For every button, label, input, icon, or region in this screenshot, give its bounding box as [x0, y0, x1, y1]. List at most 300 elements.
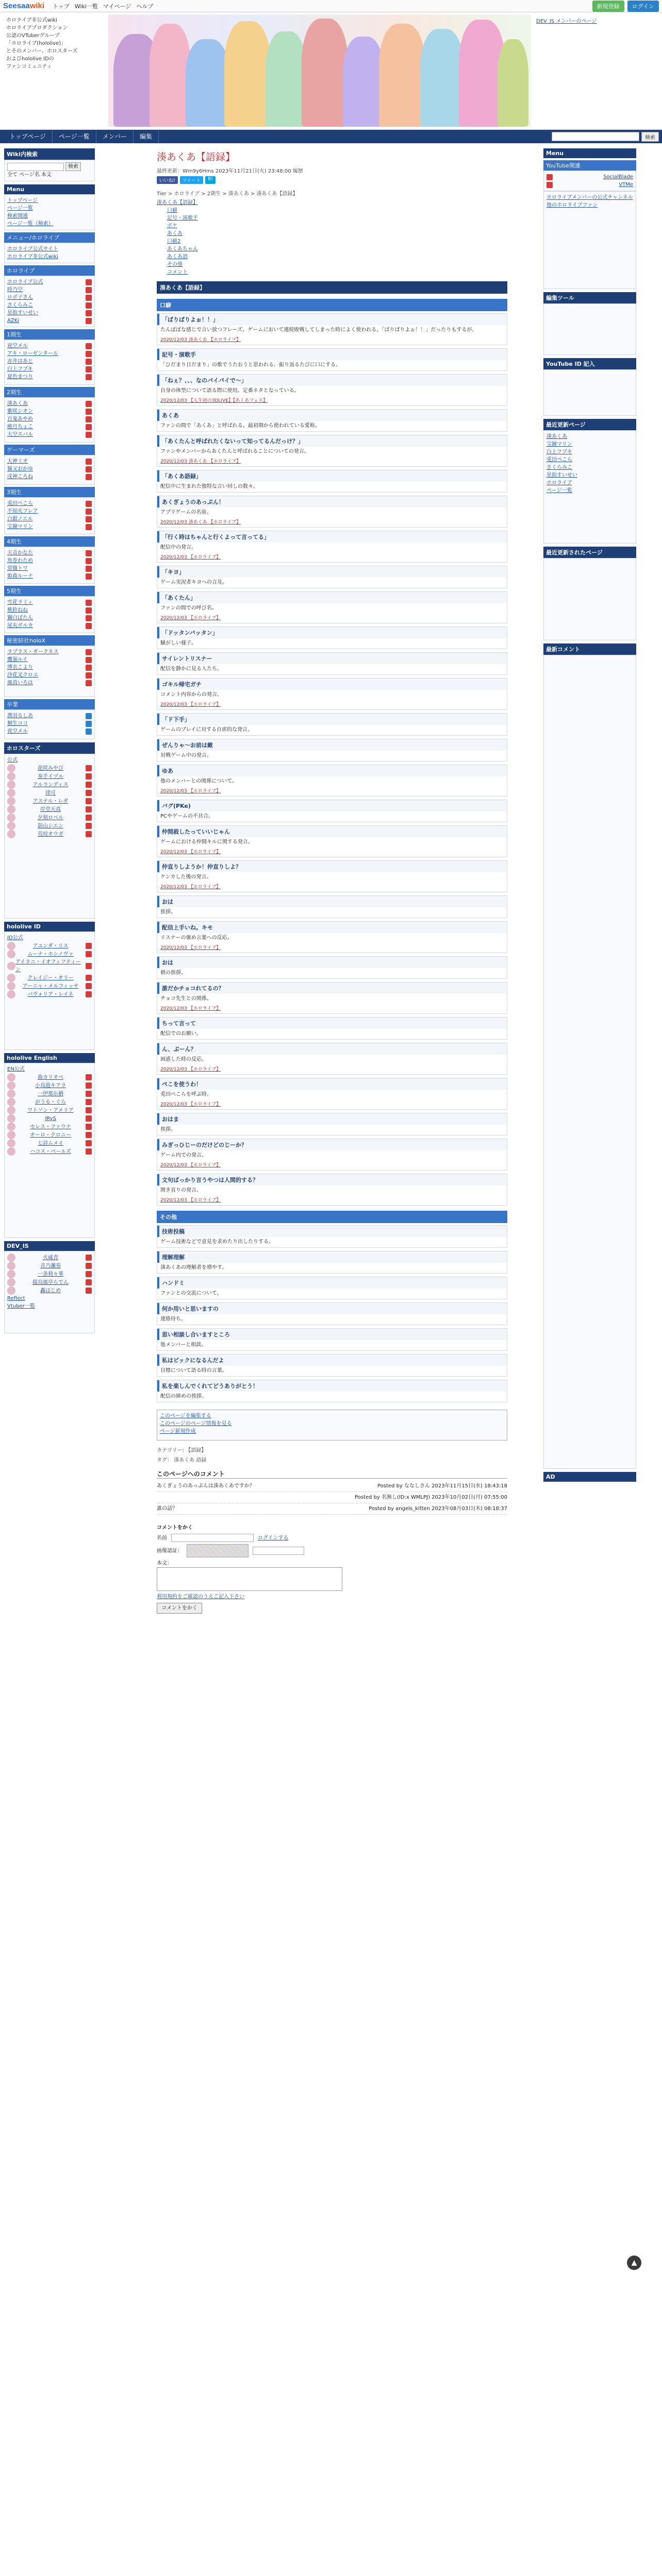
member-link[interactable]: ハコス・ベールズ [30, 1148, 71, 1155]
quote-title: 「ねぇ？、、、なのパイパイで〜」 [157, 375, 507, 386]
youtube-icon[interactable] [86, 524, 92, 530]
youtube-icon[interactable] [86, 713, 92, 719]
comment-submit-button[interactable]: コメントをかく [157, 1603, 202, 1614]
member-link[interactable]: 花咲みやび [38, 765, 63, 771]
login-link[interactable]: ログインする [258, 1535, 289, 1541]
ranking-box [543, 558, 636, 640]
other-title: 私はビックになるんだよ [157, 1354, 507, 1366]
member-link[interactable]: IRyS [45, 1115, 56, 1122]
youtube-icon[interactable] [86, 366, 92, 372]
quote-body: チョコ先生との関係。 [160, 996, 212, 1002]
member-link[interactable]: アーニャ・メルフィッサ [22, 983, 79, 989]
youtube-icon[interactable] [86, 790, 92, 796]
member-link[interactable]: ラプラス・ダークネス [7, 649, 59, 655]
yt-box [543, 171, 636, 191]
member-link[interactable]: 百鬼あやめ [7, 416, 33, 422]
other-title: 技術投稿 [157, 1226, 507, 1237]
youtube-icon[interactable] [86, 815, 92, 821]
name-input[interactable] [171, 1534, 254, 1542]
youtube-icon[interactable] [86, 351, 92, 357]
youtube-icon[interactable] [86, 773, 92, 779]
pickup-link[interactable]: 他のホロライブファン [547, 202, 598, 208]
youtube-icon[interactable] [86, 409, 92, 415]
youtube-icon[interactable] [86, 550, 92, 556]
youtube-icon[interactable] [86, 765, 92, 771]
hololive-id-heading: hololive ID [4, 922, 95, 931]
source-link[interactable]: 2020/12/03 湊あくあ 【ホロライブ】 [160, 459, 241, 464]
quote-title: ぜんりゃ～お前は敵 [157, 739, 507, 751]
avatar [7, 962, 15, 970]
topbar-link-help[interactable]: ヘルプ [136, 3, 154, 10]
member-link[interactable]: がうる・ぐら [35, 1099, 66, 1105]
member-link[interactable]: 獅白ぼたん [7, 615, 33, 621]
hatena-bookmark-button[interactable]: B! [205, 176, 216, 184]
nav-edit[interactable]: 編集 [134, 130, 159, 143]
terms-link[interactable]: 利用規約をご確認のうえご記入下さい [157, 1594, 244, 1600]
member-link[interactable]: 白銀ノエル [7, 516, 33, 522]
youtube-icon[interactable] [86, 474, 92, 480]
other-title: 私を楽しんでくれてどうありがとう！ [157, 1380, 507, 1392]
quote-block [157, 1078, 507, 1110]
avatar [7, 1073, 15, 1081]
toc-link[interactable]: あくあちゃん [167, 246, 198, 252]
member-link[interactable]: ID公式 [7, 935, 23, 941]
quote-title: おは [157, 957, 507, 968]
youtube-icon[interactable] [86, 1124, 92, 1130]
menu2-link-0[interactable]: ホロライブ公式サイト [7, 246, 58, 252]
youtube-icon[interactable] [86, 943, 92, 949]
member-link[interactable]: パヴォリア・レイネ [27, 991, 74, 997]
toc-link[interactable]: その他 [167, 262, 183, 267]
quote-source [157, 787, 507, 796]
source-link[interactable]: 2020/12/03 【ホロライブ】 [160, 1006, 221, 1011]
youtube-icon[interactable] [86, 607, 92, 614]
captcha-label: 画像認証： [157, 1548, 183, 1554]
member-link[interactable]: 潤羽るしあ [7, 713, 33, 719]
topbar-link-top[interactable]: トップ [53, 3, 70, 10]
avatar [7, 1278, 15, 1286]
quote-block [157, 1174, 507, 1206]
youtube-icon[interactable] [86, 573, 92, 580]
yt-link[interactable]: VTMe [619, 182, 633, 188]
youtube-icon[interactable] [86, 721, 92, 727]
seesaa-wiki-logo[interactable]: Seesaawiki [3, 2, 45, 10]
member-link[interactable]: 沙花叉クロヱ [7, 672, 38, 678]
member-link[interactable]: アユンダ・リス [32, 943, 69, 949]
other-block [157, 1328, 507, 1351]
source-link[interactable]: 2020/12/03 【ホロライブ】 [160, 1198, 221, 1203]
quote-block [157, 496, 507, 528]
member-link[interactable]: 夜空メル [7, 728, 28, 734]
avatar [7, 1262, 15, 1270]
quote-source [157, 457, 507, 466]
youtube-icon[interactable] [86, 302, 92, 309]
gen4-box [4, 547, 95, 584]
quote-body: ケンカした後の発言。 [160, 874, 212, 880]
youtube-icon[interactable] [86, 1132, 92, 1138]
member-link[interactable]: オーロ・クロニー [30, 1132, 71, 1138]
youtube-icon[interactable] [86, 416, 92, 422]
member-link[interactable]: 一伊那尓栖 [38, 1091, 63, 1097]
comment-form [157, 1524, 507, 1614]
new-page-link[interactable]: ページ新規作成 [160, 1429, 196, 1434]
youtube-icon[interactable] [86, 509, 92, 515]
update-link[interactable]: ページ一覧 [547, 488, 572, 494]
avatar [7, 1106, 15, 1114]
youtube-icon[interactable] [86, 680, 92, 686]
topbar-link-wiki-list[interactable]: Wiki一覧 [74, 3, 98, 10]
youtube-icon[interactable] [86, 1263, 92, 1269]
member-link[interactable]: 角巻わため [7, 558, 33, 564]
quote-body: PCやゲームの不具合。 [160, 814, 214, 819]
member-link[interactable]: 小鳥遊キアラ [35, 1082, 66, 1089]
youtube-icon[interactable] [86, 1271, 92, 1277]
quote-title: 「キヨ」 [157, 566, 507, 578]
youtube-icon[interactable] [86, 1255, 92, 1261]
member-link[interactable]: 紫咲シオン [7, 409, 33, 414]
page-info-link[interactable]: このページのページ情報を見る [160, 1421, 232, 1427]
youtube-icon[interactable] [86, 806, 92, 812]
youtube-icon[interactable] [86, 823, 92, 829]
youtube-icon[interactable] [86, 963, 92, 969]
nav-members[interactable]: メンバー [96, 130, 134, 143]
youtube-icon[interactable] [86, 432, 92, 438]
menu-heading: Menu [4, 184, 95, 194]
member-link[interactable]: 荒咬オウガ [38, 831, 63, 837]
toc-link[interactable]: 記号・演歌手 [167, 215, 198, 221]
breadcrumb[interactable]: Tier > ホロライブ > 2期生 > 湊あくあ > 湊あくあ【語録】 [157, 191, 298, 197]
quote-block [157, 409, 507, 432]
member-link[interactable]: 一条莉々華 [38, 1271, 63, 1277]
member-link[interactable]: 火威青 [43, 1255, 58, 1261]
member-link[interactable]: 音乃瀬奏 [40, 1263, 61, 1269]
dev-is-member-link[interactable]: DEV_IS メンバーのページ [536, 19, 597, 24]
update-link[interactable]: 湊あくあ [547, 434, 567, 439]
member-link[interactable]: 雪花ラミィ [7, 600, 33, 605]
quote-title: 「あくたんと呼ばれたくないって知ってるんだっけ？」 [157, 435, 507, 447]
update-link[interactable]: 宝鐘マリン [547, 442, 572, 447]
member-link[interactable]: アルランディス [32, 782, 69, 788]
login-button[interactable]: ログイン [627, 1, 659, 12]
quote-block [157, 435, 507, 467]
quote-title: おは [157, 896, 507, 907]
update-link[interactable]: さくらみこ [547, 465, 572, 470]
youtube-icon[interactable] [86, 975, 92, 981]
source-link[interactable]: 2020/12/03 【人生初の3DLIVE】【あくあフェス】 [160, 398, 268, 403]
nav-search-input[interactable] [552, 132, 639, 141]
avatar [7, 1253, 15, 1262]
youtube-icon[interactable] [86, 672, 92, 679]
member-link[interactable]: 夕刻ロベル [38, 815, 63, 821]
source-link[interactable]: 2020/12/03 【ホロライブ】 [160, 850, 221, 855]
youtube-icon[interactable] [86, 1107, 92, 1113]
member-link[interactable]: 夜空メル [7, 343, 28, 349]
pickup-box [543, 191, 636, 289]
youtube-icon[interactable] [86, 991, 92, 997]
member-link[interactable]: 宝鐘マリン [7, 524, 33, 530]
ad-heading: AD [543, 1472, 636, 1482]
nav-search-button[interactable]: 検索 [641, 132, 659, 142]
captcha-input[interactable] [253, 1547, 304, 1555]
other-link[interactable]: Vtuber一覧 [7, 1303, 35, 1309]
quote-body: 開き直りの発言。 [160, 1188, 202, 1193]
nav-top-page[interactable]: トップページ [3, 130, 53, 143]
signup-button[interactable]: 新規登録 [592, 1, 624, 12]
member-link[interactable]: 森カリオペ [38, 1074, 63, 1080]
search-opt-title[interactable]: ページ名 [19, 172, 40, 178]
avatar [7, 1139, 15, 1147]
quote-title: ん、ぶーん？ [157, 1043, 507, 1055]
quote-block [157, 1139, 507, 1171]
nav-page-list[interactable]: ページ一覧 [53, 130, 96, 143]
hololive-en-box [4, 1063, 95, 1238]
youtube-icon[interactable] [86, 516, 92, 522]
member-link[interactable]: 時乃空 [7, 287, 23, 293]
youtube-icon[interactable] [86, 1148, 92, 1155]
youtube-icon[interactable] [86, 1279, 92, 1285]
member-link[interactable]: 風真いろは [7, 680, 33, 686]
other-link[interactable]: Reflect [7, 1296, 25, 1301]
quote-source [157, 1161, 507, 1170]
quote-block [157, 956, 507, 979]
member-link[interactable]: 鷹嶺ルイ [7, 657, 28, 663]
youtube-icon[interactable] [86, 501, 92, 507]
youtube-icon[interactable] [86, 600, 92, 606]
youtube-icon[interactable] [86, 279, 92, 285]
member-link[interactable]: ムーナ・ホシノヴァ [27, 951, 74, 957]
member-link[interactable]: 赤井はあと [7, 359, 33, 364]
source-link[interactable]: 2020/12/03 湊あくあ 【ホロライブ】 [160, 520, 241, 525]
youtube-icon[interactable] [86, 1074, 92, 1080]
quote-source [157, 848, 507, 857]
youtube-icon[interactable] [86, 374, 92, 380]
avatar [7, 1114, 15, 1123]
member-link[interactable]: 戌神ころね [7, 474, 33, 480]
youtube-icon[interactable] [86, 623, 92, 629]
facebook-like-button[interactable]: いいね! [157, 176, 178, 184]
update-link[interactable]: 白上フブキ [547, 449, 572, 455]
other-block [157, 1277, 507, 1299]
yt-link[interactable]: SocialBlade [603, 174, 633, 180]
youtube-icon[interactable] [86, 1287, 92, 1294]
topbar-link-mypage[interactable]: マイページ [103, 3, 131, 10]
youtube-icon[interactable] [86, 558, 92, 564]
edit-page-link[interactable]: このページを編集する [160, 1413, 211, 1419]
quote-block [157, 1017, 507, 1040]
member-link[interactable]: 桐生ココ [7, 721, 28, 726]
quote-block [157, 982, 507, 1014]
header-collage-image [108, 14, 531, 127]
member-link[interactable]: 癒月ちょこ [7, 424, 33, 430]
source-link[interactable]: 2020/12/03 【ホロライブ】 [160, 555, 221, 560]
quote-title: 「ドッタンバッタン」 [157, 627, 507, 638]
member-link[interactable]: 奏手イヅル [38, 773, 63, 779]
toc-link[interactable]: あくあ [167, 231, 183, 236]
youtube-icon[interactable] [86, 951, 92, 957]
youtube-icon[interactable] [86, 782, 92, 788]
youtube-icon[interactable] [86, 466, 92, 472]
member-link[interactable]: 尾丸ポルカ [7, 623, 33, 629]
member-link[interactable]: アイラニ・イオフィフティーン [15, 959, 81, 973]
member-link[interactable]: EN公式 [7, 1066, 25, 1072]
source-link[interactable]: 2020/12/03 【ホロライブ】 [160, 1067, 221, 1072]
toc-link[interactable]: 湊あくあ【語録】 [157, 200, 198, 206]
gen2-box [4, 397, 95, 443]
update-link[interactable]: ホロライブ [547, 480, 572, 486]
quote-body: ファンの間で「あくあ」と呼ばれる。最初期から使われている愛称。 [160, 423, 320, 429]
quote-block [157, 591, 507, 623]
member-link[interactable]: アキ・ローゼンタール [7, 351, 58, 357]
member-link[interactable]: クレイジー・オリー [27, 975, 74, 981]
member-link[interactable]: 七詩ムメイ [38, 1140, 63, 1146]
quote-body: 他のメンバーとの関係について。 [160, 778, 237, 784]
quote-body: 配信でのお願い。 [160, 1031, 202, 1037]
member-link[interactable]: ロボ子さん [7, 295, 33, 300]
youtube-icon[interactable] [86, 1115, 92, 1122]
toc-link[interactable]: コメント [167, 269, 188, 275]
member-link[interactable]: 姫森ルーナ [7, 573, 33, 579]
category-line: カテゴリー: 【語録】 [157, 1448, 207, 1453]
quote-block [157, 652, 507, 675]
menu2-heading: メニュー/ホロライブ [4, 232, 95, 243]
toc-link[interactable]: あくあ語 [167, 254, 188, 260]
toc-link[interactable]: ボケ [167, 223, 177, 229]
youtube-icon[interactable] [86, 798, 92, 804]
member-link[interactable]: さくらみこ [7, 302, 33, 308]
youtube-icon[interactable] [86, 657, 92, 663]
pickup-link[interactable]: ホロライブメンバーの公式チャンネル [547, 195, 633, 200]
member-link[interactable]: 天音かなた [7, 550, 33, 556]
youtube-icon[interactable] [86, 1082, 92, 1089]
quote-body: リスナーの褒め言葉への反応。 [160, 935, 233, 941]
youtube-icon[interactable] [86, 615, 92, 621]
youtube-icon[interactable] [86, 1140, 92, 1146]
youtube-icon[interactable] [86, 343, 92, 349]
menu-link-0[interactable]: トップページ [7, 198, 38, 204]
member-link[interactable]: 湊あくあ [7, 401, 28, 406]
source-link[interactable]: 2020/12/03 【ホロライブ】 [160, 702, 221, 707]
member-link[interactable]: 大神ミオ [7, 459, 28, 464]
source-link[interactable]: 2020/12/03 【ホロライブ】 [160, 1102, 221, 1107]
toc-link[interactable]: 口癖 [167, 208, 177, 213]
member-link[interactable]: 博衣こより [7, 665, 33, 670]
update-link[interactable]: 兎田ぺこら [547, 457, 572, 463]
table-of-contents [157, 199, 507, 276]
holox-heading: 秘密結社holoX [4, 635, 95, 646]
member-link[interactable]: 常闇トワ [7, 566, 28, 571]
wiki-search-button[interactable]: 検索 [65, 162, 81, 171]
youtube-icon[interactable] [86, 318, 92, 324]
source-link[interactable]: 2020/12/03 湊あくあ 【ホロライブ】 [160, 337, 241, 343]
other-block [157, 1302, 507, 1325]
other-body: 目標について語る時の言葉。 [160, 1368, 227, 1374]
youtube-icon[interactable] [86, 983, 92, 989]
youtube-icon[interactable] [86, 424, 92, 430]
member-link[interactable]: ワトソン・アメリア [27, 1107, 74, 1113]
youtube-icon[interactable] [86, 287, 92, 293]
menu-link-2[interactable]: 検索関連 [7, 213, 28, 219]
keepsake-heading: YouTube ID 記入 [543, 358, 636, 369]
member-link[interactable]: 猫又おかゆ [7, 466, 33, 472]
youtube-icon[interactable] [86, 831, 92, 837]
youtube-icon[interactable] [86, 665, 92, 671]
toc-link[interactable]: 口癖2 [167, 239, 181, 244]
avatar [7, 1131, 15, 1139]
comment-textarea[interactable] [157, 1567, 342, 1591]
youtube-icon[interactable] [86, 649, 92, 655]
member-link[interactable]: アステル・レダ [32, 798, 69, 804]
youtube-icon[interactable] [86, 310, 92, 316]
youtube-icon[interactable] [86, 359, 92, 365]
quote-block [157, 1113, 507, 1136]
menu2-link-1[interactable]: ホロライブ非公式wiki [7, 254, 58, 260]
member-link[interactable]: 影山シエン [38, 823, 63, 829]
menu-link-1[interactable]: ページ一覧 [7, 206, 33, 211]
member-link[interactable]: 桃鈴ねね [7, 607, 28, 613]
member-link[interactable]: 兎田ぺこら [7, 501, 33, 506]
tweet-button[interactable]: ツイート [180, 176, 204, 184]
youtube-icon[interactable] [86, 401, 92, 407]
quote-title: ゴキル帰宅ガチ [157, 679, 507, 690]
holostars-heading: ホロスターズ [4, 742, 95, 754]
scroll-to-top-button[interactable]: ▲ [627, 2256, 641, 2270]
search-opt-text[interactable]: 本文 [41, 172, 52, 178]
menu-link-3[interactable]: ページ一覧（検索） [7, 221, 54, 227]
youtube-icon[interactable] [86, 728, 92, 735]
member-link[interactable]: 星街すいせい [7, 310, 38, 316]
update-link[interactable]: 星街すいせい [547, 472, 577, 478]
source-link[interactable]: 2020/12/03 【ホロライブ】 [160, 616, 221, 621]
quote-title: あくあ [157, 410, 507, 421]
wiki-search-input[interactable] [7, 163, 64, 171]
member-link[interactable]: 大空スバル [7, 432, 33, 437]
member-link[interactable]: 白上フブキ [7, 366, 33, 372]
source-link[interactable]: 2020/12/03 【ホロライブ】 [160, 1163, 221, 1168]
member-link[interactable]: セレス・ファウナ [30, 1124, 71, 1130]
avatar [7, 805, 15, 814]
member-link[interactable]: 儒烏風亭らでん [32, 1279, 69, 1285]
quote-block [157, 374, 507, 406]
member-link[interactable]: ホロライブ公式 [7, 279, 43, 285]
member-link[interactable]: AZKi [7, 318, 20, 324]
quote-title: おはま [157, 1113, 507, 1125]
member-link[interactable]: 公式 [7, 757, 18, 763]
quote-title: 文句ばっかり言うやつは人間的する？ [157, 1174, 507, 1185]
member-link[interactable]: 夏色まつり [7, 374, 33, 380]
youtube-icon[interactable] [86, 1099, 92, 1105]
dev-is-box [4, 1251, 95, 1333]
youtube-icon[interactable] [86, 295, 92, 301]
update-box [543, 430, 636, 544]
member-link[interactable]: 律可 [45, 790, 56, 796]
dev-is-heading: DEV_IS [4, 1241, 95, 1251]
quote-source [157, 1100, 507, 1109]
gamers-heading: ゲーマーズ [4, 445, 95, 455]
youtube-icon[interactable] [86, 1091, 92, 1097]
quote-body: ゲームにおける仲間キルに関する発言。 [160, 839, 253, 845]
search-opt-all[interactable]: 全て [7, 172, 18, 178]
member-link[interactable]: 轟はじめ [40, 1287, 61, 1294]
youtube-icon[interactable] [86, 459, 92, 465]
member-link[interactable]: 不知火フレア [7, 509, 38, 514]
source-link[interactable]: 2020/12/03 【ホロライブ】 [160, 885, 221, 890]
source-link[interactable]: 2020/12/03 【ホロライブ】 [160, 789, 221, 794]
source-link[interactable]: 2020/12/03 【ホロライブ】 [160, 945, 221, 951]
quote-body: 配信中の発言。 [160, 545, 196, 550]
member-link[interactable]: 岸堂天真 [40, 806, 61, 812]
edit-tools-box [543, 303, 636, 355]
youtube-icon[interactable] [86, 566, 92, 572]
